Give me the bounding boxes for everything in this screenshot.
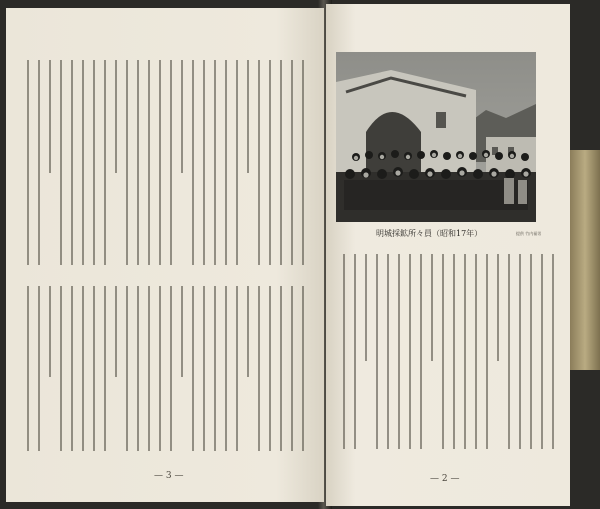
left-page [6,8,324,502]
text-column-placeholder [280,60,282,265]
text-column-placeholder [302,60,304,265]
text-column-placeholder [475,254,477,449]
text-column-placeholder [453,254,455,449]
text-column-placeholder [170,60,172,265]
text-column-placeholder [159,60,161,265]
text-column-placeholder [38,286,40,451]
text-column-placeholder [27,60,29,265]
left-upper-text-block [16,60,310,265]
text-column-placeholder [247,286,249,377]
text-column-placeholder [291,286,293,451]
text-column-placeholder [214,286,216,451]
text-column-placeholder [192,60,194,265]
text-column-placeholder [181,60,183,173]
text-column-placeholder [60,286,62,451]
text-column-placeholder [181,286,183,377]
bookmark-ribbon [570,150,600,370]
text-column-placeholder [126,60,128,265]
text-column-placeholder [71,286,73,451]
staff-group-photo-image [336,52,536,222]
text-column-placeholder [159,286,161,451]
text-column-placeholder [269,286,271,451]
text-column-placeholder [82,286,84,451]
text-column-placeholder [387,254,389,449]
text-column-placeholder [27,286,29,451]
text-column-placeholder [258,60,260,265]
text-column-placeholder [236,286,238,451]
text-column-placeholder [530,254,532,449]
text-column-placeholder [552,254,554,449]
text-column-placeholder [115,286,117,377]
text-column-placeholder [49,60,51,173]
text-column-placeholder [486,254,488,449]
text-column-placeholder [203,60,205,265]
text-column-placeholder [170,286,172,451]
text-column-placeholder [115,60,117,173]
text-column-placeholder [49,286,51,377]
photo-credit: 提供 竹内福男 [516,231,542,236]
text-column-placeholder [137,60,139,265]
text-column-placeholder [464,254,466,449]
text-column-placeholder [291,60,293,265]
text-column-placeholder [365,254,367,361]
text-column-placeholder [354,254,356,449]
text-column-placeholder [148,60,150,265]
right-page [326,4,570,506]
text-column-placeholder [398,254,400,449]
text-column-placeholder [104,286,106,451]
text-column-placeholder [192,286,194,451]
text-column-placeholder [442,254,444,449]
text-column-placeholder [376,254,378,449]
left-page-number: — 3 — [154,471,184,481]
staff-group-photo [336,52,536,222]
text-column-placeholder [225,286,227,451]
text-column-placeholder [214,60,216,265]
photo-caption: 明城採鉱所々員（昭和17年） [376,229,483,238]
text-column-placeholder [104,60,106,265]
left-lower-text-block [16,286,310,451]
text-column-placeholder [409,254,411,449]
text-column-placeholder [302,286,304,451]
text-column-placeholder [203,286,205,451]
text-column-placeholder [519,254,521,449]
text-column-placeholder [148,286,150,451]
right-page-number: — 2 — [430,474,460,484]
text-column-placeholder [508,254,510,449]
text-column-placeholder [269,60,271,265]
text-column-placeholder [225,60,227,265]
text-column-placeholder [71,60,73,265]
text-column-placeholder [420,254,422,449]
text-column-placeholder [93,286,95,451]
text-column-placeholder [236,60,238,265]
right-text-block [332,254,560,449]
text-column-placeholder [247,60,249,173]
text-column-placeholder [497,254,499,361]
text-column-placeholder [126,286,128,451]
text-column-placeholder [38,60,40,265]
text-column-placeholder [431,254,433,361]
text-column-placeholder [541,254,543,449]
text-column-placeholder [93,60,95,265]
text-column-placeholder [343,254,345,449]
text-column-placeholder [82,60,84,265]
text-column-placeholder [137,286,139,451]
text-column-placeholder [280,286,282,451]
text-column-placeholder [60,60,62,265]
text-column-placeholder [258,286,260,451]
